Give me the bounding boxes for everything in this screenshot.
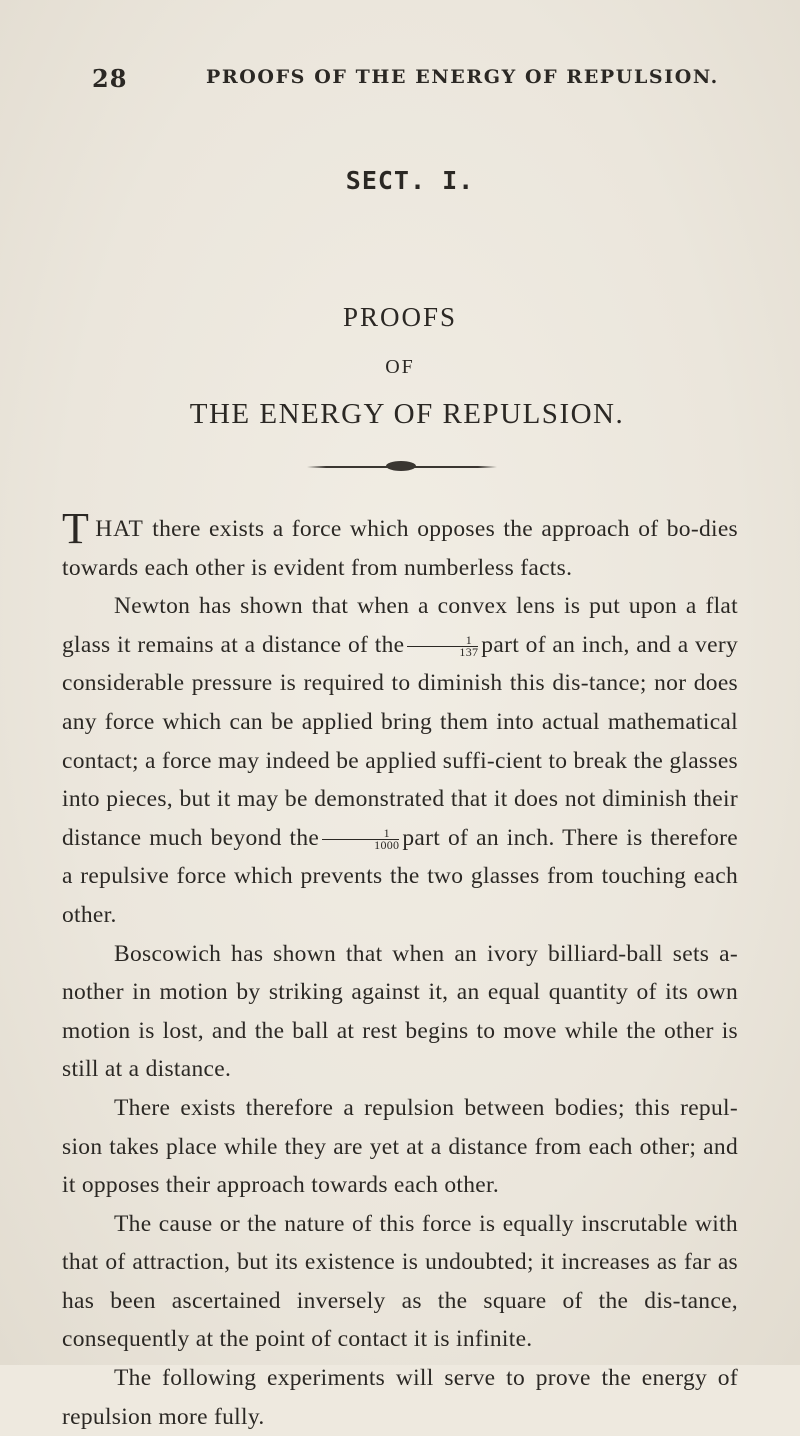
paragraph-2: [62, 587, 738, 934]
paragraph-3: Boscowich has shown that when an ivory billiard-ball sets a-nother in motion by striking against it, an equal quantity of its own motion is lost, and the ball at rest begins to move while the other is still at a distance.: [62, 940, 738, 1083]
paragraph-2-text-a: Newton has shown that when a convex lens is put upon a flat glass it remains at a distance of the: [62, 593, 738, 658]
fraction-1: [407, 632, 479, 659]
running-title: PROOFS OF THE ENERGY OF REPULSION.: [206, 66, 719, 88]
chapter-title-line-2: OF: [385, 356, 415, 378]
fraction-1-numerator: 1: [407, 635, 478, 647]
fraction-1-denominator: 137: [459, 644, 479, 659]
rule-ornament-icon: [386, 461, 416, 471]
drop-cap: T: [62, 504, 90, 553]
body-text: [62, 504, 738, 1436]
paragraph-1: [62, 504, 738, 587]
paragraph-1-text: there exists a force which opposes the approach of bo-dies towards each other is evident from numberless facts.: [62, 516, 738, 581]
section-label: SECT. I.: [345, 166, 475, 195]
fraction-2-numerator: 1: [322, 828, 399, 840]
lead-word: HAT: [95, 516, 144, 542]
page-number: 28: [92, 64, 128, 93]
paragraph-6: The following experiments will serve to prove the energy of repulsion more fully.: [62, 1365, 738, 1430]
chapter-title-line-3: THE ENERGY OF REPULSION.: [189, 398, 625, 430]
paragraph-2-text-b: part of an inch, and a very considerable pressure is required to diminish this dis-tance; nor does any force which can be applied bring them into actual mathematical contact; a force may indeed be applied suffi-cient to break the glasses into pieces, but it may be demonstrated that it does not diminish their distance much beyond the: [62, 631, 738, 851]
paragraph-5: The cause or the nature of this force is equally inscrutable with that of attraction, but its existence is undoubted; it increases as far as has been ascertained inversely as the square of the dis-tance, consequently at the point of contact it is infinite.: [62, 1210, 738, 1353]
fraction-2-denominator: 1000: [374, 837, 400, 852]
chapter-title-line-1: PROOFS: [342, 302, 458, 332]
running-head: [92, 64, 740, 93]
fraction-2: [322, 825, 400, 852]
paragraph-2-text-c: part of an inch. There is therefore a repulsive force which prevents the two glasses from touching each other.: [62, 824, 738, 928]
paragraph-4: There exists therefore a repulsion between bodies; this repul-sion takes place while they are yet at a distance from each other; and it opposes their approach towards each other.: [62, 1094, 738, 1199]
